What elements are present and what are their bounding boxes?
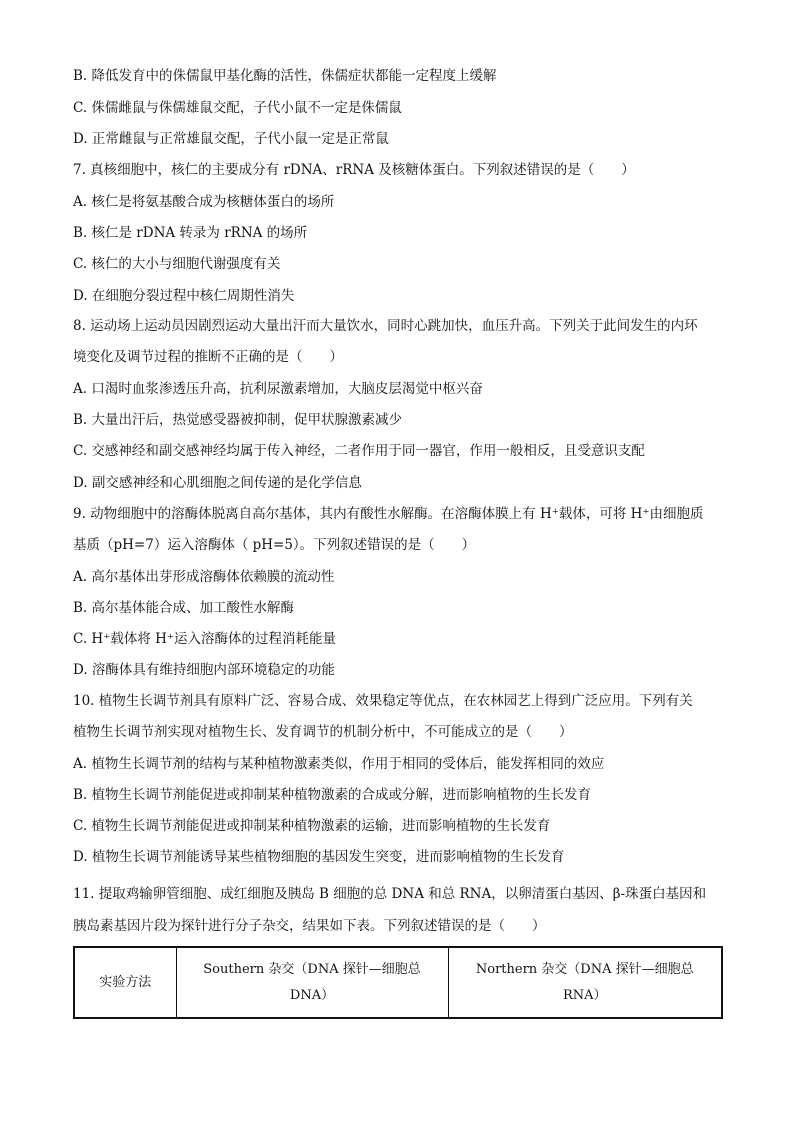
question-10-line-2: 植物生长调节剂实现对植物生长、发育调节的机制分析中，不可能成立的是（ ） [73, 724, 573, 740]
option-d-q6: D. 正常雌鼠与正常雄鼠交配，子代小鼠一定是正常鼠 [73, 131, 389, 147]
question-7: 7. 真核细胞中，核仁的主要成分有 rDNA、rRNA 及核糖体蛋白。下列叙述错误的是（ ） [73, 162, 635, 178]
question-9-line-1: 9. 动物细胞中的溶酶体脱离自高尔基体，其内有酸性水解酶。在溶酶体膜上有 H⁺载体，可将 H⁺由细胞质 [73, 506, 704, 522]
option-d-q7: D. 在细胞分裂过程中核仁周期性消失 [73, 288, 295, 304]
option-a-q9: A. 高尔基体出芽形成溶酶体依赖膜的流动性 [73, 569, 335, 585]
option-d-q9: D. 溶酶体具有维持细胞内部环境稳定的功能 [73, 662, 335, 678]
option-c-q10: C. 植物生长调节剂能促进或抑制某种植物激素的运输，进而影响植物的生长发育 [73, 818, 551, 834]
option-b-q6: B. 降低发育中的侏儒鼠甲基化酶的活性，侏儒症状都能一定程度上缓解 [73, 68, 497, 84]
table-row [74, 947, 722, 1018]
option-d-q10: D. 植物生长调节剂能诱导某些植物细胞的基因发生突变，进而影响植物的生长发育 [73, 849, 565, 865]
option-a-q10: A. 植物生长调节剂的结构与某种植物激素类似，作用于相同的受体后，能发挥相同的效应 [73, 756, 605, 772]
option-b-q7: B. 核仁是 rDNA 转录为 rRNA 的场所 [73, 225, 308, 241]
option-c-q6: C. 侏儒雌鼠与侏儒雄鼠交配，子代小鼠不一定是侏儒鼠 [73, 100, 402, 116]
option-a-q8: A. 口渴时血浆渗透压升高，抗利尿激素增加，大脑皮层渴觉中枢兴奋 [73, 381, 483, 397]
option-b-q8: B. 大量出汗后，热觉感受器被抑制，促甲状腺激素减少 [73, 412, 403, 428]
option-b-q10: B. 植物生长调节剂能促进或抑制某种植物激素的合成或分解，进而影响植物的生长发育 [73, 787, 592, 803]
table-header-southern: Southern 杂交（DNA 探针—细胞总 DNA） [176, 947, 448, 1018]
option-c-q7: C. 核仁的大小与细胞代谢强度有关 [73, 256, 281, 272]
option-d-q8: D. 副交感神经和心肌细胞之间传递的是化学信息 [73, 475, 362, 491]
question-11-line-1: 11. 提取鸡输卵管细胞、成红细胞及胰岛 B 细胞的总 DNA 和总 RNA，以卵清蛋白基因、β-珠蛋白基因和 [73, 886, 707, 902]
option-b-q9: B. 高尔基体能合成、加工酸性水解酶 [73, 600, 295, 616]
experiment-table [73, 946, 723, 1019]
question-11-line-2: 胰岛素基因片段为探针进行分子杂交，结果如下表。下列叙述错误的是（ ） [73, 918, 546, 934]
option-c-q9: C. H⁺载体将 H⁺运入溶酶体的过程消耗能量 [73, 631, 337, 647]
option-a-q7: A. 核仁是将氨基酸合成为核糖体蛋白的场所 [73, 194, 335, 210]
question-9-line-2: 基质（pH=7）运入溶酶体（ pH=5）。下列叙述错误的是（ ） [73, 537, 476, 553]
table-header-method: 实验方法 [74, 947, 176, 1018]
question-8-line-1: 8. 运动场上运动员因剧烈运动大量出汗而大量饮水，同时心跳加快，血压升高。下列关于此间发生的内环 [73, 318, 698, 334]
table-header-northern: Northern 杂交（DNA 探针—细胞总 RNA） [448, 947, 722, 1018]
question-10-line-1: 10. 植物生长调节剂具有原料广泛、容易合成、效果稳定等优点，在农林园艺上得到广泛应用。下列有关 [73, 693, 693, 709]
option-c-q8: C. 交感神经和副交感神经均属于传入神经，二者作用于同一器官，作用一般相反，且受意识支配 [73, 443, 645, 459]
question-8-line-2: 境变化及调节过程的推断不正确的是（ ） [73, 349, 343, 365]
